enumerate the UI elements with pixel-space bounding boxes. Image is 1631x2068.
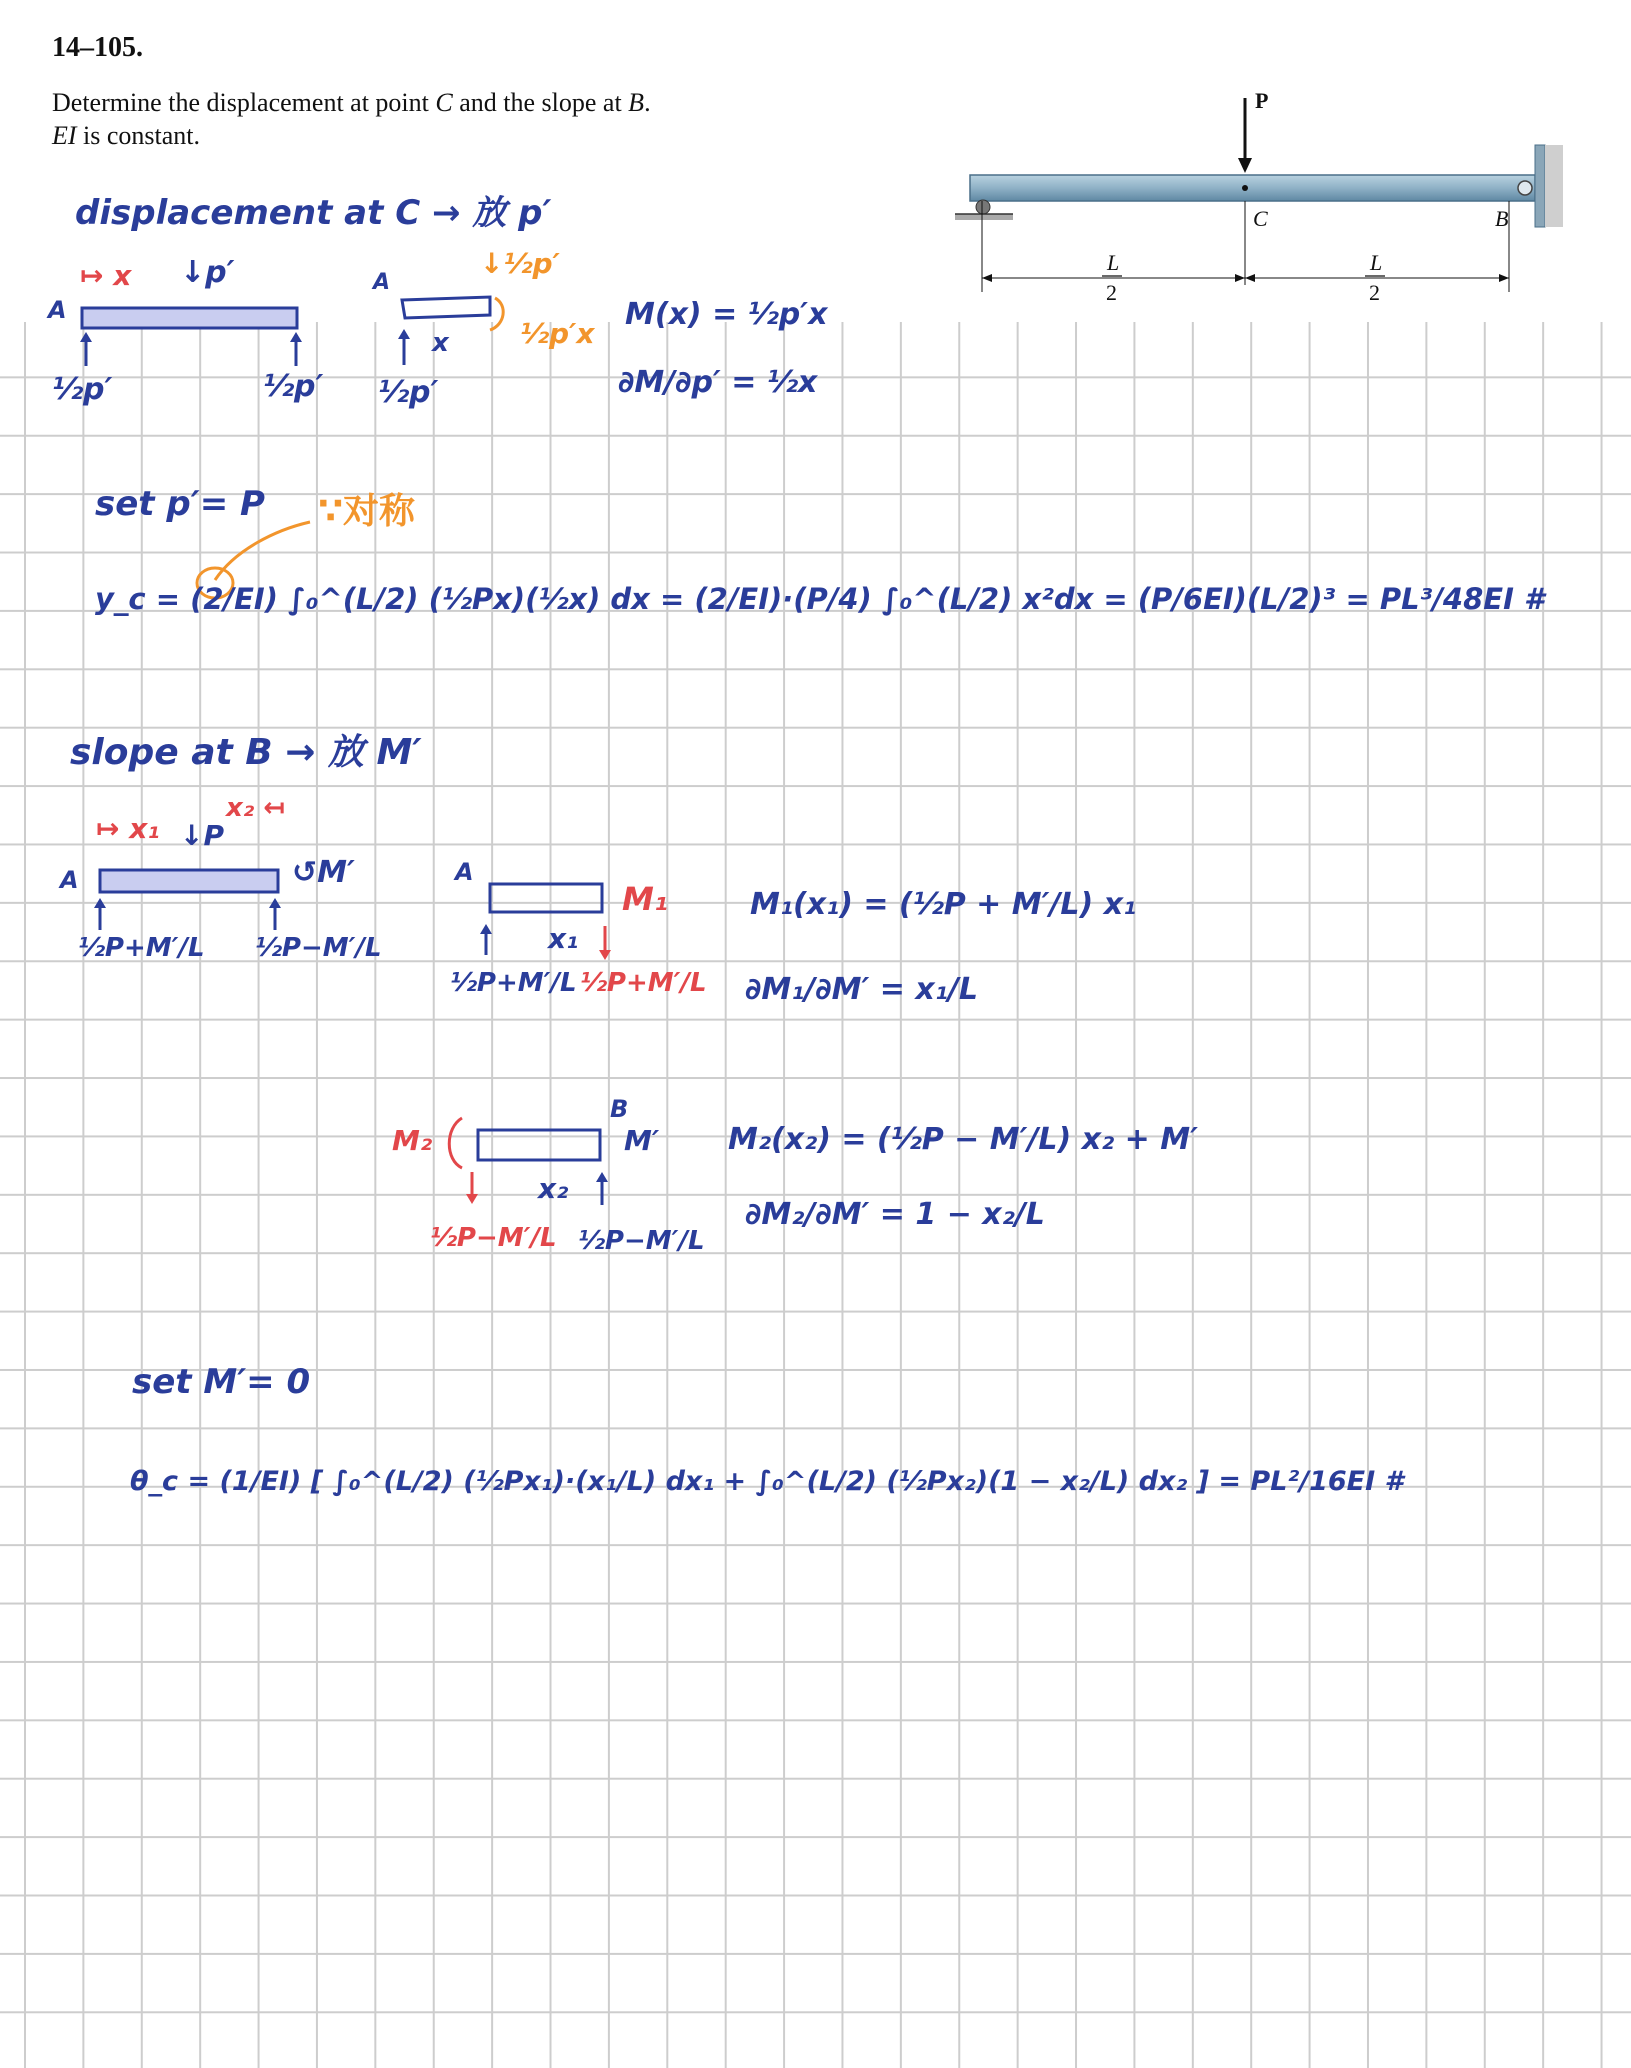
seg2-m2: M₂ xyxy=(392,1124,433,1157)
dm2-eq: ∂M₂/∂M′ = 1 − x₂/L xyxy=(745,1197,1045,1232)
m2-eq: M₂(x₂) = (½P − M′/L) x₂ + M′ xyxy=(728,1122,1198,1157)
seg2-label-b: B xyxy=(610,1095,629,1123)
seg2-shear: ½P−M′/L xyxy=(430,1223,557,1253)
seg1-x: x₁ xyxy=(548,922,579,955)
part2-moment: ↺M′ xyxy=(292,855,355,890)
dim-left-num: L xyxy=(1107,250,1120,275)
statement-part: Determine the displacement at point xyxy=(52,88,436,117)
dim-right-num: L xyxy=(1370,250,1383,275)
seg2-x: x₂ xyxy=(538,1172,569,1205)
slope-eq: θ_c = (1/EI) [ ∫₀^(L/2) (½Px₁)·(x₁/L) dx₁ + ∫₀^(L/2) (½Px₂)(1 − x₂/L) dx₂ ] = PL²/16EI # xyxy=(130,1466,1404,1497)
dm1-eq: ∂M₁/∂M′ = x₁/L xyxy=(745,972,978,1007)
dim-right-den: 2 xyxy=(1369,280,1380,305)
part1-load: ↓p′ xyxy=(180,255,235,290)
part1-label-a: A xyxy=(48,296,67,324)
seg1-fbd xyxy=(490,884,602,912)
problem-number: 14–105. xyxy=(52,32,143,63)
part1-fbd-moment: ½p′x xyxy=(520,317,595,350)
part2-heading: slope at B → 放 M′ xyxy=(70,732,422,773)
part1-reaction-right: ½p′ xyxy=(263,369,324,404)
part2-reaction-left: ½P+M′/L xyxy=(78,933,205,963)
seg1-reaction: ½P+M′/L xyxy=(450,968,577,998)
part1-fbd-x: x xyxy=(432,328,449,358)
part2-reaction-right: ½P−M′/L xyxy=(255,933,382,963)
part1-x-arrow: ↦ x xyxy=(80,259,132,292)
statement-part: . xyxy=(644,88,651,117)
part2-beam xyxy=(100,870,278,892)
part1-partial-eq: ∂M/∂p′ = ½x xyxy=(618,365,818,400)
part1-reaction-left: ½p′ xyxy=(52,372,113,407)
seg2-fbd xyxy=(478,1130,600,1160)
part2-x1-arrow: ↦ x₁ xyxy=(96,812,160,845)
seg2-moment-arrow xyxy=(449,1118,462,1168)
part1-beam xyxy=(82,308,297,328)
statement-ei: EI xyxy=(52,121,77,150)
part2-label-a: A xyxy=(60,866,79,894)
seg2-reaction: ½P−M′/L xyxy=(578,1226,705,1256)
part2-load: ↓P xyxy=(180,819,224,852)
part2-set: set M′= 0 xyxy=(132,1362,311,1402)
seg1-shear: ½P+M′/L xyxy=(580,968,707,998)
part1-symmetry: ∵对称 xyxy=(318,491,416,532)
part1-set: set p′= P xyxy=(95,484,265,524)
part1-fbd-moment-arrow xyxy=(490,298,503,330)
seg2-mprime: M′ xyxy=(624,1124,660,1157)
dim-left-den: 2 xyxy=(1106,280,1117,305)
point-c-label: C xyxy=(1253,206,1268,231)
point-b-label: B xyxy=(1495,206,1509,231)
part2-x2-arrow: x₂ ↤ xyxy=(226,793,285,823)
seg1-moment: M₁ xyxy=(622,880,668,918)
symmetry-arrow xyxy=(215,522,310,580)
part1-deflection-eq: y_c = (2/EI) ∫₀^(L/2) (½Px)(½x) dx = (2/EI)·(P/4) ∫₀^(L/2) x²dx = (P/6EI)(L/2)³ = PL³/48EI # xyxy=(95,582,1545,616)
statement-part: is constant. xyxy=(76,121,201,150)
part1-fbd-segment xyxy=(402,297,490,318)
seg1-label-a: A xyxy=(455,858,474,886)
statement-point-c: C xyxy=(435,88,453,117)
load-label: P xyxy=(1255,88,1269,113)
part1-fbd-shear: ↓½p′ xyxy=(480,247,560,280)
part1-moment-eq: M(x) = ½p′x xyxy=(625,297,828,332)
statement-part: and the slope at xyxy=(452,88,629,117)
part1-fbd-a: A xyxy=(373,270,391,295)
part1-heading: displacement at C → 放 p′ xyxy=(75,193,552,233)
statement-point-b: B xyxy=(628,88,645,117)
part1-fbd-reaction: ½p′ xyxy=(378,375,439,410)
m1-eq: M₁(x₁) = (½P + M′/L) x₁ xyxy=(750,887,1137,922)
